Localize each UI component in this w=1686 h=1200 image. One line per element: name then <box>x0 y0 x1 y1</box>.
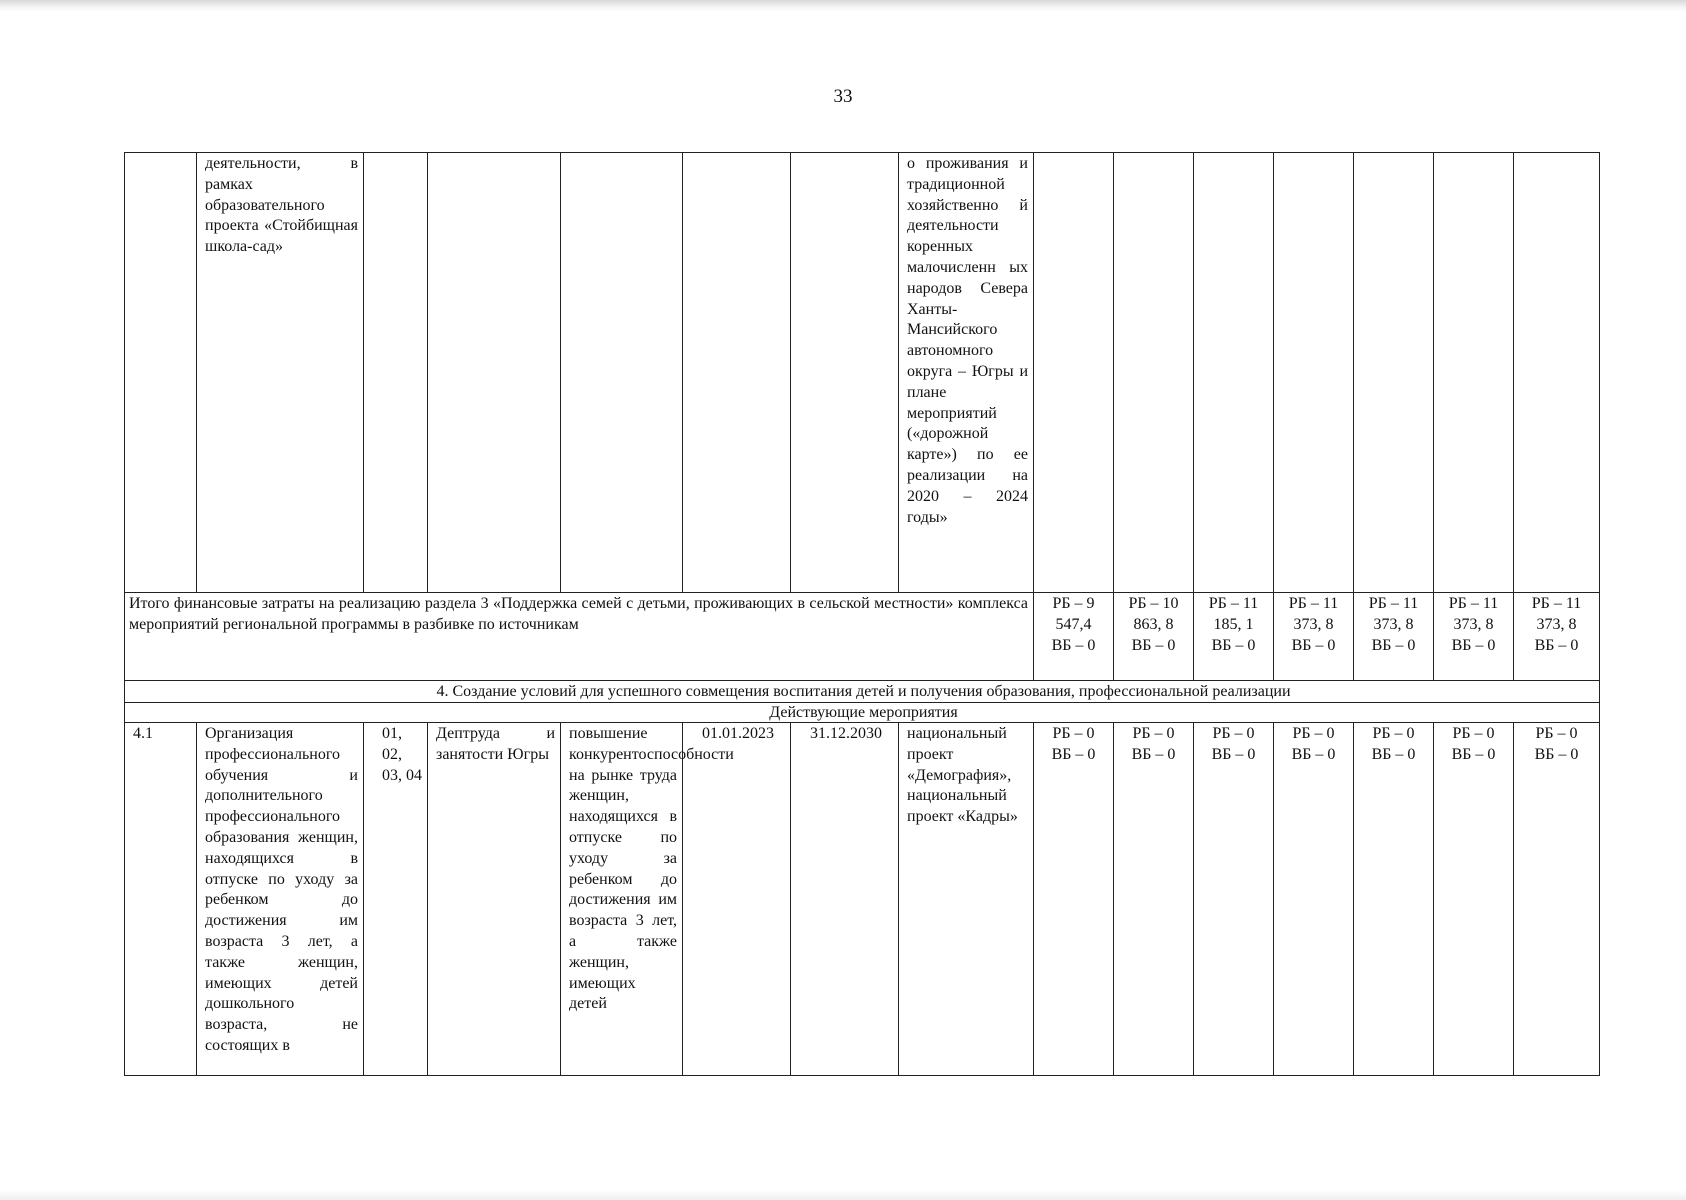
total-label: Итого финансовые затраты на реализацию раздела 3 «Поддержка семей с детьми, проживающих в сельской местности» комплекса мероприятий региональной программы в разбивке по источникам <box>125 593 1034 681</box>
scan-edge-top <box>0 0 1686 12</box>
row-amount: РБ – 0 ВБ – 0 <box>1274 723 1354 1076</box>
row-amount: РБ – 0 ВБ – 0 <box>1034 723 1114 1076</box>
cell-result: повышение конкурентоспособности на рынке труда женщин, находящихся в отпуске по уходу за ребенком до достижения им возраста 3 лет, а также женщин, имеющих детей <box>561 723 683 1076</box>
cell-codes: 01, 02, 03, 04 <box>364 723 428 1076</box>
row-amount: РБ – 0 ВБ – 0 <box>1194 723 1274 1076</box>
row-amount: РБ – 0 ВБ – 0 <box>1114 723 1194 1076</box>
cell-executor: Дептруда и занятости Югры <box>428 723 561 1076</box>
subsection-row <box>125 703 1600 723</box>
cell-amount <box>1514 153 1600 593</box>
cell-number <box>125 153 197 593</box>
table-row-4-1 <box>125 723 1600 1076</box>
row-amount: РБ – 0 ВБ – 0 <box>1514 723 1600 1076</box>
section-row <box>125 681 1600 703</box>
table-row-continued <box>125 153 1600 593</box>
cell-result <box>561 153 683 593</box>
cell-codes <box>364 153 428 593</box>
cell-amount <box>1034 153 1114 593</box>
cell-document-ref: о проживания и традиционной хозяйственно й деятельности коренных малочисленн ых народов Севера Ханты-Мансийского автономного округа – Югры и плане мероприятий («дорожной карте») по ее реализации на 2020 – 2024 годы» <box>899 153 1034 593</box>
total-amount: РБ – 11 185, 1 ВБ – 0 <box>1194 593 1274 681</box>
page-number: 33 <box>833 86 853 107</box>
total-row <box>125 593 1600 681</box>
cell-end-date: 31.12.2030 <box>791 723 899 1076</box>
cell-executor <box>428 153 561 593</box>
cell-amount <box>1274 153 1354 593</box>
cell-activity-name: деятельности, в рамках образовательного проекта «Стойбищная школа-сад» <box>197 153 364 593</box>
cell-end-date <box>791 153 899 593</box>
cell-document-ref: национальный проект «Демография», национальный проект «Кадры» <box>899 723 1034 1076</box>
total-amount: РБ – 11 373, 8 ВБ – 0 <box>1434 593 1514 681</box>
total-amount: РБ – 11 373, 8 ВБ – 0 <box>1354 593 1434 681</box>
cell-amount <box>1354 153 1434 593</box>
subsection-title: Действующие мероприятия <box>125 703 1600 723</box>
cell-amount <box>1194 153 1274 593</box>
cell-number: 4.1 <box>125 723 197 1076</box>
section-title: 4. Создание условий для успешного совмещения воспитания детей и получения образования, профессиональной реализации <box>125 681 1600 703</box>
total-amount: РБ – 9 547,4 ВБ – 0 <box>1034 593 1114 681</box>
total-amount: РБ – 11 373, 8 ВБ – 0 <box>1274 593 1354 681</box>
row-amount: РБ – 0 ВБ – 0 <box>1354 723 1434 1076</box>
total-amount: РБ – 11 373, 8 ВБ – 0 <box>1514 593 1600 681</box>
cell-start-date: 01.01.2023 <box>683 723 791 1076</box>
cell-start-date <box>683 153 791 593</box>
total-amount: РБ – 10 863, 8 ВБ – 0 <box>1114 593 1194 681</box>
cell-amount <box>1434 153 1514 593</box>
scan-edge-bottom <box>0 1190 1686 1200</box>
cell-amount <box>1114 153 1194 593</box>
cell-activity-name: Организация профессионального обучения и дополнительного профессионального образования женщин, находящихся в отпуске по уходу за ребенком до достижения им возраста 3 лет, а также женщин, имеющих детей дошкольного возраста, не состоящих в <box>197 723 364 1076</box>
row-amount: РБ – 0 ВБ – 0 <box>1434 723 1514 1076</box>
program-table <box>124 152 1600 1076</box>
